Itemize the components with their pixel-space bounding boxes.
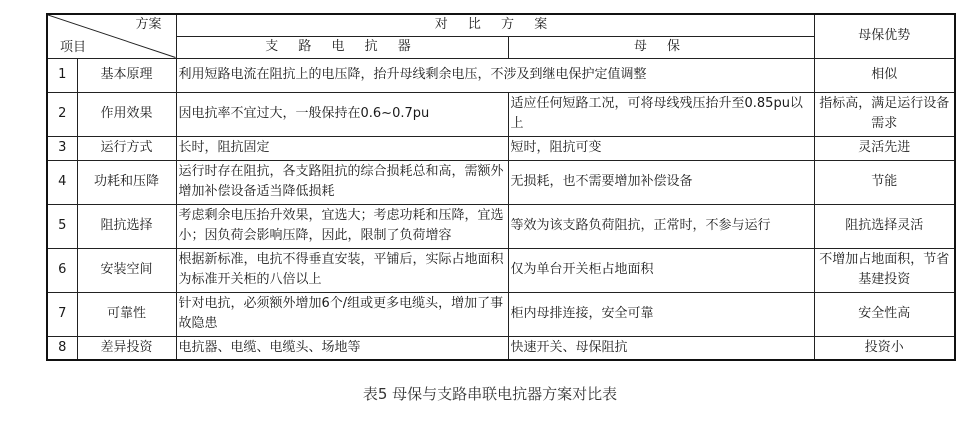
row-branch-cell: 考虑剩余电压抬升效果，宜选大；考虑功耗和压降，宜选小；因负荷会影响压降，因此，限制了负荷增容	[176, 204, 508, 248]
row-number: 3	[47, 136, 77, 160]
row-item: 运行方式	[77, 136, 176, 160]
table-row	[47, 160, 955, 204]
row-number: 5	[47, 204, 77, 248]
row-item: 安装空间	[77, 248, 176, 292]
row-item: 可靠性	[77, 292, 176, 336]
row-advantage: 投资小	[814, 336, 955, 360]
row-item: 阻抗选择	[77, 204, 176, 248]
group-header-comparison: 对 比 方 案	[176, 14, 814, 36]
row-number: 4	[47, 160, 77, 204]
row-bus-cell: 柜内母排连接，安全可靠	[508, 292, 814, 336]
row-bus-cell: 仅为单台开关柜占地面积	[508, 248, 814, 292]
table-row	[47, 248, 955, 292]
header-bus-protection: 母 保	[508, 36, 814, 58]
row-branch-cell: 针对电抗，必须额外增加6个/组或更多电缆头，增加了事故隐患	[176, 292, 508, 336]
row-branch-cell: 电抗器、电缆、电缆头、场地等	[176, 336, 508, 360]
row-number: 1	[47, 58, 77, 92]
row-item: 功耗和压降	[77, 160, 176, 204]
row-number: 7	[47, 292, 77, 336]
header-branch-reactor: 支 路 电 抗 器	[176, 36, 508, 58]
row-advantage: 指标高，满足运行设备需求	[814, 92, 955, 136]
table-row	[47, 292, 955, 336]
table-row	[47, 336, 955, 360]
row-bus-cell: 无损耗，也不需要增加补偿设备	[508, 160, 814, 204]
corner-header-item: 项目	[60, 39, 87, 55]
table-row	[47, 204, 955, 248]
row-bus-cell: 短时，阻抗可变	[508, 136, 814, 160]
row-advantage: 阻抗选择灵活	[814, 204, 955, 248]
row-item: 基本原理	[77, 58, 176, 92]
corner-header-scheme: 方案	[135, 17, 162, 32]
row-bus-cell: 等效为该支路负荷阻抗，正常时，不参与运行	[508, 204, 814, 248]
row-bus-cell: 适应任何短路工况，可将母线残压抬升至0.85pu以上	[508, 92, 814, 136]
row-advantage: 安全性高	[814, 292, 955, 336]
table-row	[47, 136, 955, 160]
table-row	[47, 58, 955, 92]
row-number: 6	[47, 248, 77, 292]
corner-header-cell	[47, 14, 176, 58]
comparison-table	[46, 13, 956, 361]
row-branch-cell: 运行时存在阻抗，各支路阻抗的综合损耗总和高，需额外增加补偿设备适当降低损耗	[176, 160, 508, 204]
row-advantage: 灵活先进	[814, 136, 955, 160]
row-number: 8	[47, 336, 77, 360]
row-branch-cell: 长时，阻抗固定	[176, 136, 508, 160]
table-row	[47, 92, 955, 136]
row-item: 差异投资	[77, 336, 176, 360]
row-branch-cell: 根据新标准，电抗不得垂直安装，平铺后，实际占地面积为标准开关柜的八倍以上	[176, 248, 508, 292]
row-item: 作用效果	[77, 92, 176, 136]
row-number: 2	[47, 92, 77, 136]
row-branch-cell: 因电抗率不宜过大，一般保持在0.6~0.7pu	[176, 92, 508, 136]
row-advantage: 不增加占地面积，节省基建投资	[814, 248, 955, 292]
row-advantage: 相似	[814, 58, 955, 92]
row-advantage: 节能	[814, 160, 955, 204]
row-bus-cell: 快速开关、母保阻抗	[508, 336, 814, 360]
header-advantage: 母保优势	[814, 14, 955, 58]
row-merged-cell: 利用短路电流在阻抗上的电压降，抬升母线剩余电压，不涉及到继电保护定值调整	[176, 58, 814, 92]
table-caption: 表5 母保与支路串联电抗器方案对比表	[362, 385, 618, 403]
